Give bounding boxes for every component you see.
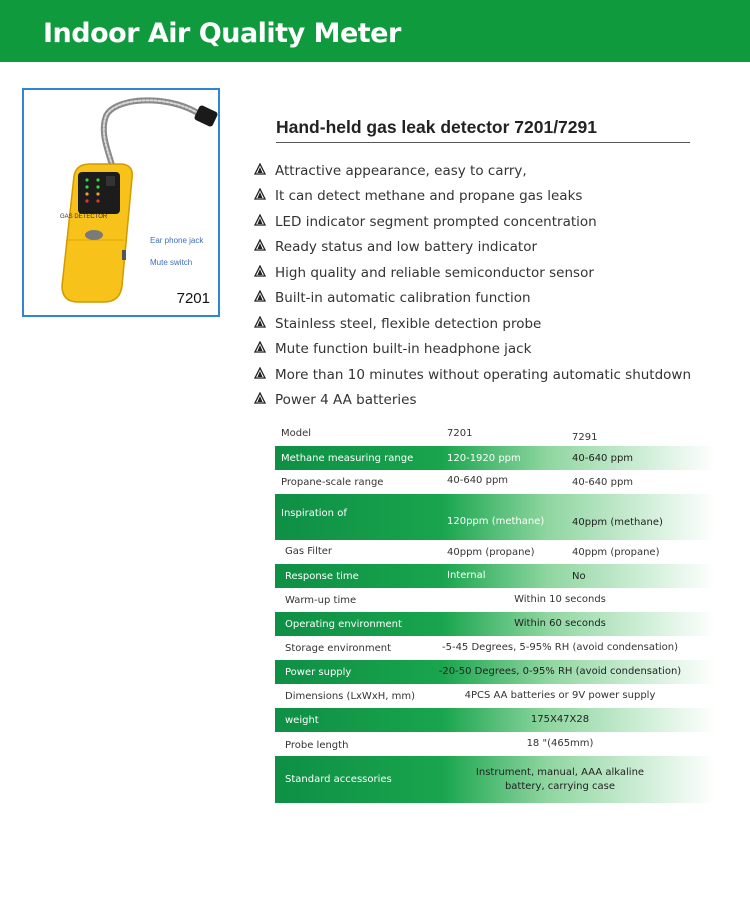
spec-table bbox=[275, 422, 715, 803]
warning-triangle-icon bbox=[254, 341, 275, 357]
feature-item: It can detect methane and propane gas leaks bbox=[254, 184, 691, 210]
table-row: Operating environment Within 60 seconds bbox=[275, 612, 715, 636]
product-photo bbox=[22, 88, 220, 317]
table-row: Power supply -20-50 Degrees, 0-95% RH (avoid condensation) bbox=[275, 660, 715, 684]
table-row: Propane-scale range 40-640 ppm 40-640 ppm bbox=[275, 470, 715, 494]
feature-item: LED indicator segment prompted concentration bbox=[254, 209, 691, 235]
table-row: Dimensions (LxWxH, mm) 4PCS AA batteries or 9V power supply bbox=[275, 684, 715, 708]
table-row: Warm-up time Within 10 seconds bbox=[275, 588, 715, 612]
feature-item: Stainless steel, flexible detection probe bbox=[254, 311, 691, 337]
page-title: Indoor Air Quality Meter bbox=[43, 18, 401, 49]
feature-item: Power 4 AA batteries bbox=[254, 388, 691, 414]
warning-triangle-icon bbox=[254, 290, 275, 306]
feature-item: Built-in automatic calibration function bbox=[254, 286, 691, 312]
table-row: Gas Filter 40ppm (propane) 40ppm (propane) bbox=[275, 540, 715, 564]
device-label: GAS DETECTOR bbox=[60, 214, 108, 220]
warning-triangle-icon bbox=[254, 392, 275, 408]
model-label: 7201 bbox=[176, 290, 210, 307]
feature-item: Attractive appearance, easy to carry, bbox=[254, 158, 691, 184]
warning-triangle-icon bbox=[254, 163, 275, 179]
table-row: Standard accessories Instrument, manual, AAA alkaline battery, carrying case bbox=[275, 756, 715, 803]
feature-item: More than 10 minutes without operating automatic shutdown bbox=[254, 362, 691, 388]
table-row: Model 7201 7291 bbox=[275, 422, 715, 446]
header-banner bbox=[0, 0, 750, 62]
table-row: Probe length 18 "(465mm) bbox=[275, 732, 715, 756]
feature-item: Mute function built-in headphone jack bbox=[254, 337, 691, 363]
warning-triangle-icon bbox=[254, 367, 275, 383]
table-row: Storage environment -5-45 Degrees, 5-95% RH (avoid condensation) bbox=[275, 636, 715, 660]
table-row: Response time Internal No bbox=[275, 564, 715, 588]
feature-item: High quality and reliable semiconductor sensor bbox=[254, 260, 691, 286]
table-row: Methane measuring range 120-1920 ppm 40-640 ppm bbox=[275, 446, 715, 470]
title-divider bbox=[276, 142, 690, 143]
warning-triangle-icon bbox=[254, 214, 275, 230]
product-title: Hand-held gas leak detector 7201/7291 bbox=[276, 117, 597, 137]
warning-triangle-icon bbox=[254, 188, 275, 204]
warning-triangle-icon bbox=[254, 265, 275, 281]
feature-list bbox=[254, 158, 691, 413]
warning-triangle-icon bbox=[254, 316, 275, 332]
table-row: weight 175X47X28 bbox=[275, 708, 715, 732]
table-row: Inspiration of 120ppm (methane) 40ppm (methane) bbox=[275, 494, 715, 540]
gas-detector-illustration bbox=[24, 90, 220, 317]
feature-item: Ready status and low battery indicator bbox=[254, 235, 691, 261]
warning-triangle-icon bbox=[254, 239, 275, 255]
ear-phone-jack-callout: Ear phone jack bbox=[150, 236, 204, 245]
mute-switch-callout: Mute switch bbox=[150, 258, 193, 267]
